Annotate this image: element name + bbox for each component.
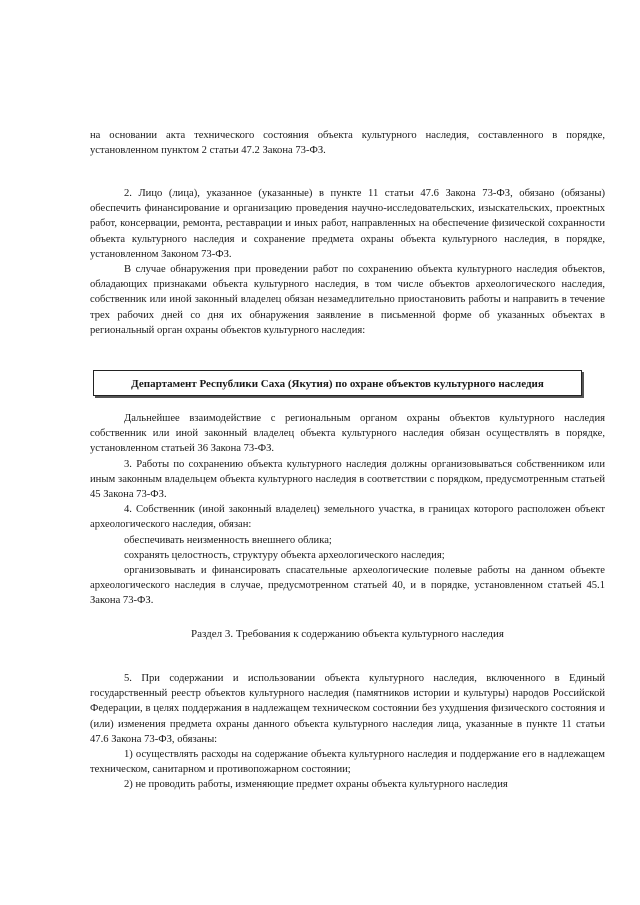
obligation-rescue-works: организовывать и финансировать спасательные археологические полевые работы на данном объекте археологического наследия в случае, предусмотренном статьей 40, и в порядке, установленном статьей 45.1 Закона 73-ФЗ. (90, 565, 605, 607)
subitem-2: 2) не проводить работы, изменяющие предмет охраны объекта культурного наследия (124, 779, 508, 791)
obligation-appearance: обеспечивать неизменность внешнего облика; (124, 534, 332, 546)
section-3-title: Раздел 3. Требования к содержанию объекта культурного наследия (191, 628, 504, 640)
interaction-paragraph: Дальнейшее взаимодействие с региональным органом охраны объектов культурного наследия собственник или иной законный владелец объекта культурного наследия обязан осуществлять в порядке, установленном статьей 36 Закона 73-ФЗ. (90, 413, 605, 455)
section-3-heading-block (90, 627, 605, 642)
item-2-block (90, 186, 605, 338)
after-box-block (90, 411, 605, 609)
discovery-paragraph: В случае обнаружения при проведении работ по сохранению объекта культурного наследия объектов, обладающих признаками объекта культурного наследия, в том числе объектов археологического наследия, собственник или иной законный владелец обязан незамедлительно приостановить работы и направить в течение трех рабочих дней со дня их обнаружения заявление в письменной форме об указанных объектах в региональный орган охраны объектов культурного наследия: (90, 264, 605, 336)
top-paragraph: на основании акта технического состояния объекта культурного наследия, составленного в порядке, установленном пунктом 2 статьи 47.2 Закона 73-ФЗ. (90, 130, 605, 157)
item-5-paragraph: 5. При содержании и использовании объекта культурного наследия, включенного в Единый государственный реестр объектов культурного наследия (памятников истории и культуры) народов Российской Федерации, в целях поддержания в надлежащем техническом состоянии без ухудшения физического состояния и (или) изменения предмета охраны данного объекта культурного наследия лица, указанные в пункте 11 статьи 47.6 Закона 73-ФЗ, обязаны: (90, 673, 605, 745)
item-2-paragraph: 2. Лицо (лица), указанное (указанные) в пункте 11 статьи 47.6 Закона 73-ФЗ, обязано (обязаны) обеспечить финансирование и организацию проведения научно-исследовательских, изыскательских, проектных работ, консервации, ремонта, реставрации и иных работ, направленных на обеспечение физической сохранности объекта культурного наследия и сохранение предмета охраны объекта культурного наследия, в порядке, установленном Законом 73-ФЗ. (90, 188, 605, 260)
obligation-integrity: сохранять целостность, структуру объекта археологического наследия; (124, 549, 445, 561)
subitem-1: 1) осуществлять расходы на содержание объекта культурного наследия и поддержание его в надлежащем техническом, санитарном и противопожарном состоянии; (90, 749, 605, 776)
authority-name-box: Департамент Республики Саха (Якутия) по охране объектов культурного наследия (93, 370, 582, 396)
item-4-paragraph: 4. Собственник (иной законный владелец) земельного участка, в границах которого расположен объект археологического наследия, обязан: (90, 504, 605, 531)
top-paragraph-block (90, 128, 605, 158)
item-3-paragraph: 3. Работы по сохранению объекта культурного наследия должны организовываться собственником или иным законным владельцем объекта культурного наследия в соответствии с порядком, предусмотренным статьей 45 Закона 73-ФЗ. (90, 458, 605, 501)
item-5-block (90, 671, 605, 793)
